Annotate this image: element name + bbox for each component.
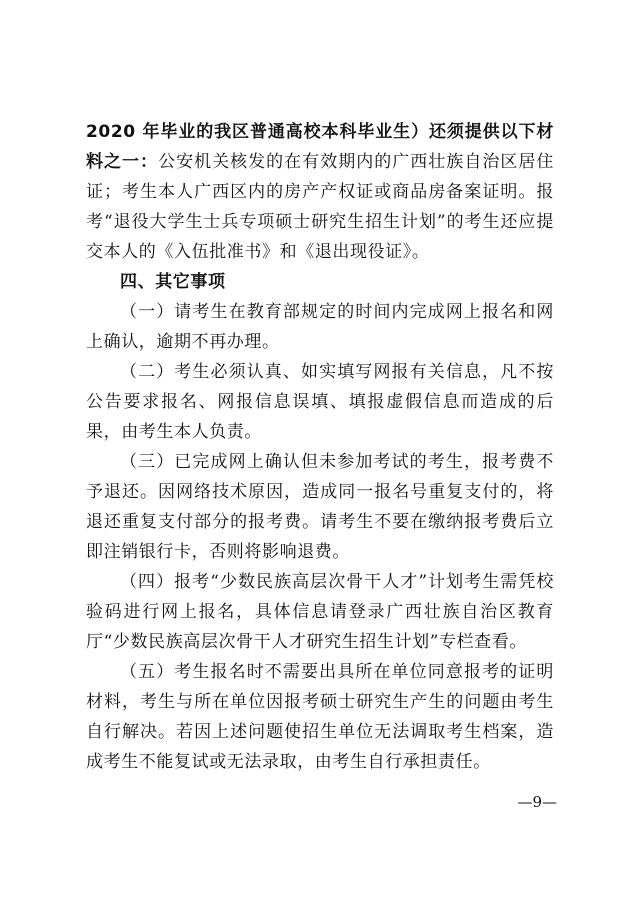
intro-paragraph bbox=[86, 117, 554, 267]
intro-text: 公安机关核发的在有效期内的广西壮族自治区居住证；考生本人广西区内的房产产权证或商品房备案证明。报考“退役大学生士兵专项硕士研究生招生计划”的考生还应提交本人的《入伍批准书》和《退出现役证》。 bbox=[86, 152, 554, 262]
item-paragraph-4: （四）报考“少数民族高层次骨干人才”计划考生需凭校验码进行网上报名，具体信息请登录广西壮族自治区教育厅“少数民族高层次骨干人才研究生招生计划”专栏查看。 bbox=[86, 572, 554, 652]
item-paragraph-2: （二）考生必须认真、如实填写网报有关信息，凡不按公告要求报名、网报信息误填、填报虚假信息而造成的后果，由考生本人负责。 bbox=[86, 362, 554, 442]
page-number: —9— bbox=[517, 793, 557, 811]
item-paragraph-3: （三）已完成网上确认但未参加考试的考生，报考费不予退还。因网络技术原因，造成同一报名号重复支付的，将退还重复支付部分的报考费。请考生不要在缴纳报考费后立即注销银行卡，否则将影响退费。 bbox=[86, 452, 554, 562]
intro-bold-text: 2020 年毕业的我区普通高校本科毕业生）还须提供以下材料之一： bbox=[86, 122, 554, 172]
document-body bbox=[86, 117, 554, 777]
item-paragraph-1: （一）请考生在教育部规定的时间内完成网上报名和网上确认，逾期不再办理。 bbox=[86, 302, 554, 352]
section-heading: 四、其它事项 bbox=[120, 272, 226, 292]
item-paragraph-5: （五）考生报名时不需要出具所在单位同意报考的证明材料，考生与所在单位因报考硕士研究生产生的问题由考生自行解决。若因上述问题使招生单位无法调取考生档案，造成考生不能复试或无法录取，由考生自行承担责任。 bbox=[86, 662, 554, 772]
